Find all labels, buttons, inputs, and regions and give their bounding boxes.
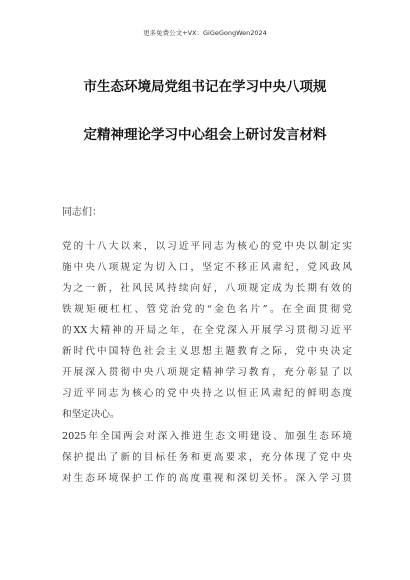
paragraph-line: 2025年全国两会对深入推进生态文明建设、加强生态环境 <box>62 431 352 442</box>
paragraph-line: 铁规矩硬杠杠、管党治党的“金色名片”。在全面贯彻党 <box>62 304 352 315</box>
paragraph-1 <box>62 236 352 425</box>
paragraph-line: 党的十八大以来，以习近平同志为核心的党中央以制定实 <box>62 241 352 252</box>
document-title-line-1: 市生态环境局党组书记在学习中央八项规 <box>83 79 327 95</box>
paragraph-2 <box>62 426 352 489</box>
paragraph-line: 和坚定决心。 <box>62 409 120 420</box>
paragraph-line: 新时代中国特色社会主义思想主题教育之际，党中央决定 <box>62 346 352 357</box>
paragraph-line: 为之一新，社风民风持续向好，八项规定成为长期有效的 <box>62 283 352 294</box>
paragraph-line: 保护提出了新的目标任务和更高要求，充分体现了党中央 <box>62 452 352 463</box>
paragraph-line: 的XX大精神的开局之年，在全党深入开展学习贯彻习近平 <box>62 325 352 336</box>
paragraph-line: 对生态环境保护工作的高度重视和深切关怀。深入学习贯 <box>62 473 352 484</box>
salutation: 同志们： <box>62 207 102 218</box>
paragraph-line: 习近平同志为核心的党中央持之以恒正风肃纪的鲜明态度 <box>62 388 352 399</box>
paragraph-line: 施中央八项规定为切入口，坚定不移正风肃纪，党风政风 <box>62 262 352 273</box>
header-note: 更多免费公文+VX：GiGeGongWen2024 <box>143 29 267 37</box>
paragraph-line: 开展深入贯彻中央八项规定精神学习教育，充分彰显了以 <box>62 367 352 378</box>
document-title-line-2: 定精神理论学习中心组会上研讨发言材料 <box>83 127 327 143</box>
